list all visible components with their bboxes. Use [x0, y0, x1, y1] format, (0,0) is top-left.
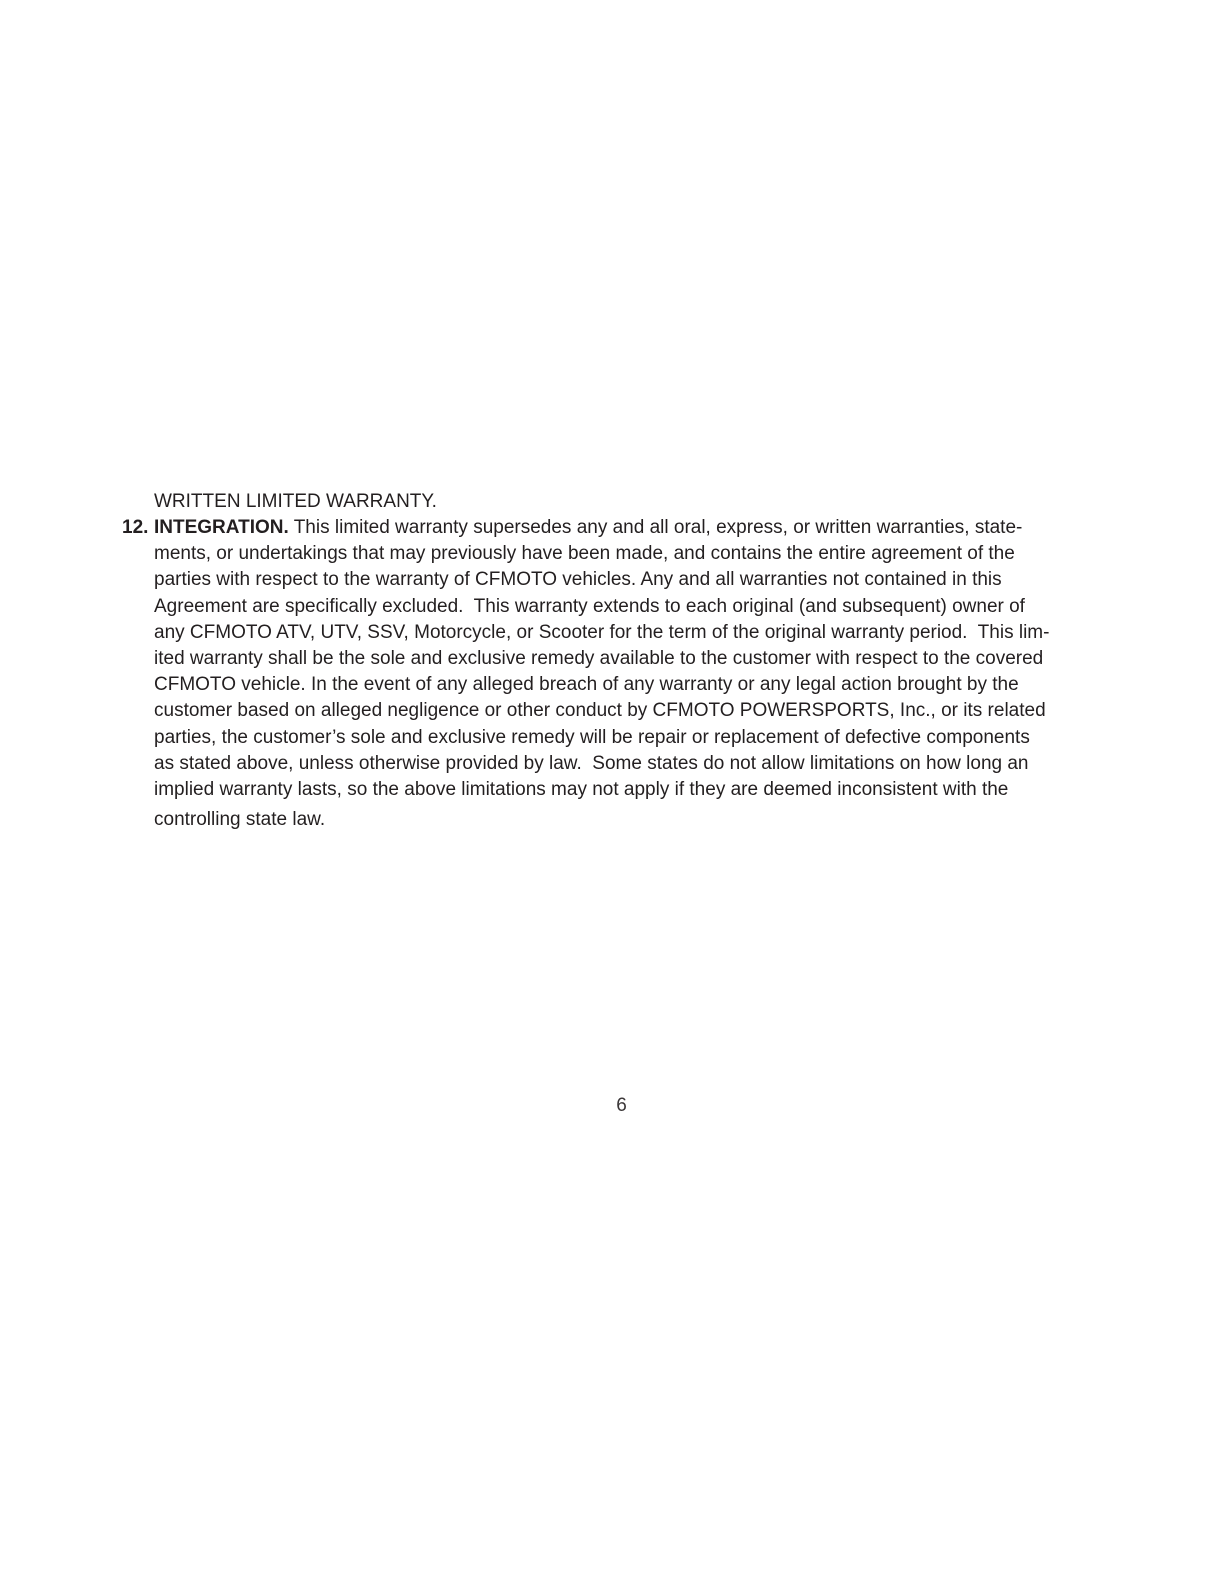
- section-line-3: parties with respect to the warranty of CFMOTO vehicles. Any and all warranties not contained in this: [154, 569, 1002, 591]
- section-line-8: customer based on alleged negligence or other conduct by CFMOTO POWERSPORTS, Inc., or its related: [154, 700, 1046, 722]
- section-line-9: parties, the customer’s sole and exclusive remedy will be repair or replacement of defective components: [154, 726, 1030, 748]
- section-line-6: ited warranty shall be the sole and exclusive remedy available to the customer with respect to the covered: [154, 647, 1044, 669]
- section-body: [154, 515, 1094, 833]
- section-line-5: any CFMOTO ATV, UTV, SSV, Motorcycle, or Scooter for the term of the original warranty period. This lim-: [154, 621, 1050, 643]
- section-line-10: as stated above, unless otherwise provided by law. Some states do not allow limitations on how long an: [154, 752, 1029, 774]
- section-line-12: controlling state law.: [154, 809, 326, 831]
- section-line-4: Agreement are specifically excluded. This warranty extends to each original (and subsequent) owner of: [154, 595, 1025, 617]
- section-number: 12.: [122, 517, 149, 538]
- section-line-11: implied warranty lasts, so the above limitations may not apply if they are deemed inconsistent with the: [154, 778, 1009, 800]
- section-line-1: [154, 515, 1094, 541]
- section-line-7: CFMOTO vehicle. In the event of any alleged breach of any warranty or any legal action brought by the: [154, 674, 1019, 696]
- section-heading: INTEGRATION.: [154, 517, 289, 538]
- section-line-1-text: This limited warranty supersedes any and all oral, express, or written warranties, state-: [288, 517, 1023, 538]
- section-line-2: ments, or undertakings that may previously have been made, and contains the entire agreement of the: [154, 543, 1015, 565]
- continued-text: WRITTEN LIMITED WARRANTY.: [154, 491, 437, 512]
- page-number: 6: [616, 1095, 627, 1116]
